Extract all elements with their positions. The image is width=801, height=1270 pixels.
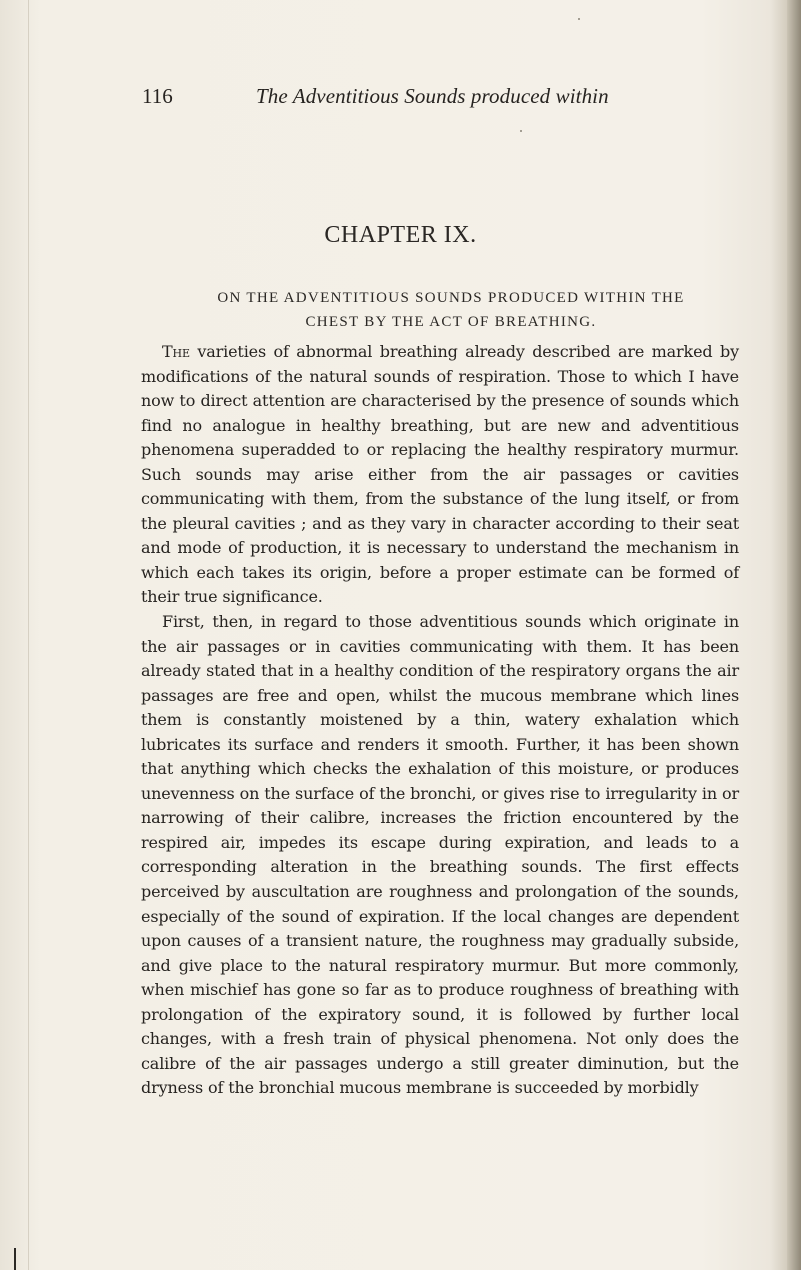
margin-mark xyxy=(14,1248,24,1270)
running-title: The Adventitious Sounds produced within xyxy=(256,84,609,108)
paragraph xyxy=(141,340,739,610)
paragraph-lead: The xyxy=(162,342,190,361)
chapter-subtitle-line: CHEST BY THE ACT OF BREATHING. xyxy=(305,314,597,330)
paragraph-text: varieties of abnormal breathing already described are marked by modifications of the natural sounds of respiration. Those to which I have now to direct attention are characterised by the presence of sounds which find no analogue in healthy breathing, but are new and adventitious phenomena superadded to or replacing the healthy respiratory murmur. Such sounds may arise either from the air passages or cavities communicating with them, from the substance of the lung itself, or from the pleural cavities ; and as they vary in character according to their seat and mode of production, it is necessary to understand the mechanism in which each takes its origin, before a proper estimate can be formed of their true significance. xyxy=(141,342,739,607)
page-number: 116 xyxy=(142,84,173,108)
page-gutter-left xyxy=(0,0,29,1270)
page-edge-right xyxy=(787,0,801,1270)
paper-speck xyxy=(578,18,580,20)
chapter-title: CHAPTER IX. xyxy=(324,222,477,248)
paragraph xyxy=(141,610,739,1101)
chapter-subtitle xyxy=(168,286,734,334)
paper-speck xyxy=(520,130,522,132)
body-text xyxy=(141,340,739,1101)
running-header xyxy=(142,84,742,120)
paragraph-text: First, then, in regard to those adventitious sounds which originate in the air passages or in cavities communicating with them. It has been already stated that in a healthy condition of the respiratory organs the air passages are free and open, whilst the mucous membrane which lines them is constantly moistened by a thin, watery exhalation which lubricates its surface and renders it smooth. Further, it has been shown that anything which checks the exhalation of this moisture, or produces unevenness on the surface of the bronchi, or gives rise to irregularity in or narrowing of their calibre, increases the friction encountered by the respired air, impedes its escape during expiration, and leads to a corresponding alteration in the breathing sounds. The first effects perceived by auscultation are roughness and prolongation of the sounds, especially of the sound of expiration. If the local changes are dependent upon causes of a transient nature, the roughness may gradually subside, and give place to the natural respiratory murmur. But more commonly, when mischief has gone so far as to produce roughness of breathing with prolongation of the expiratory sound, it is followed by further local changes, with a fresh train of physical phenomena. Not only does the calibre of the air passages undergo a still greater diminution, but the dryness of the bronchial mucous membrane is succeeded by morbidly xyxy=(141,612,739,1098)
chapter-subtitle-line: ON THE ADVENTITIOUS SOUNDS PRODUCED WITHIN THE xyxy=(217,290,685,306)
